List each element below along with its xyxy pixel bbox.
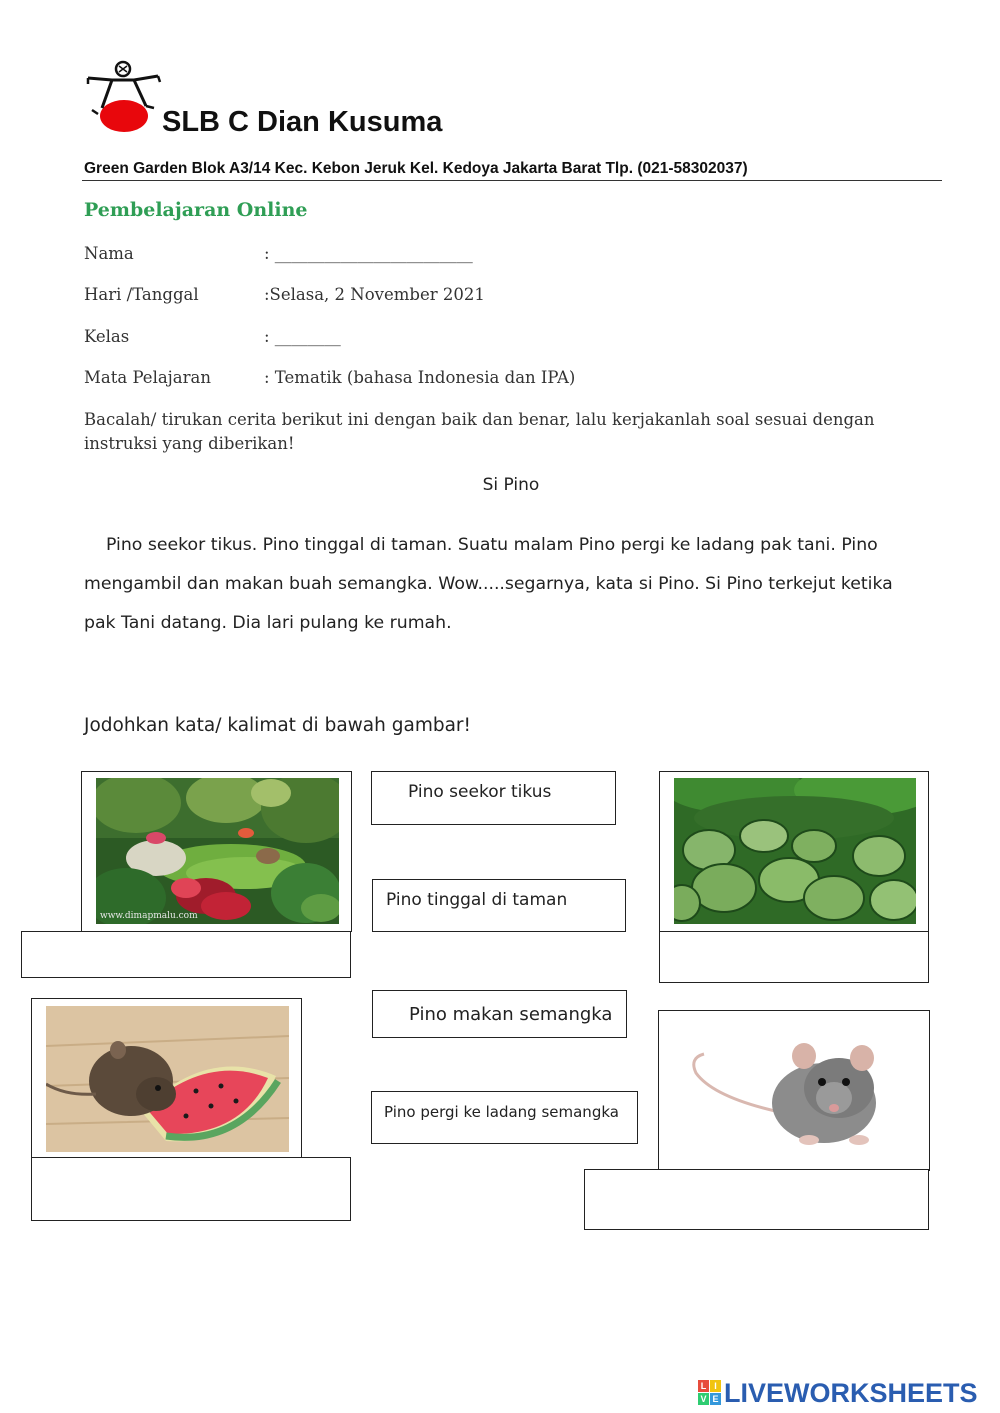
reading-instruction: Bacalah/ tirukan cerita berikut ini dengan baik dan benar, lalu kerjakanlah soal sesuai dengan instruksi yang diberikan! (84, 410, 875, 453)
answer-box-mouse[interactable] (584, 1169, 929, 1230)
section-title: Pembelajaran Online (84, 199, 308, 221)
option-pino-makan-semangka[interactable]: Pino makan semangka (372, 990, 627, 1038)
header-divider (82, 180, 942, 181)
field-label-tanggal: Hari /Tanggal (84, 285, 199, 304)
answer-box-garden[interactable] (21, 931, 351, 978)
answer-box-watermelon-field[interactable] (659, 931, 929, 983)
mouse-picture (674, 1018, 916, 1164)
watermelon-field-picture (674, 778, 916, 924)
mouse-eating-watermelon-picture (46, 1006, 289, 1152)
school-logo-icon (84, 58, 164, 138)
school-name: SLB C Dian Kusuma (162, 106, 443, 138)
liveworksheets-logo-icon (698, 1380, 722, 1406)
field-value-tanggal: :Selasa, 2 November 2021 (264, 285, 485, 304)
story-title: Si Pino (482, 475, 540, 495)
option-pino-pergi-ke-ladang[interactable]: Pino pergi ke ladang semangka (371, 1091, 638, 1144)
option-pino-tinggal-di-taman[interactable]: Pino tinggal di taman (372, 879, 626, 932)
story-text: Pino seekor tikus. Pino tinggal di taman. Suatu malam Pino pergi ke ladang pak tani. Pino mengambil dan makan buah semangka. Wow.....segarnya, kata si Pino. Si Pino terkejut ketika pak Tani datang. Dia lari pulang ke rumah. (84, 535, 893, 633)
liveworksheets-brand (698, 1376, 978, 1410)
option-pino-seekor-tikus[interactable]: Pino seekor tikus (371, 771, 616, 825)
liveworksheets-badge-letter: E (712, 1394, 719, 1404)
field-label-nama: Nama (84, 244, 134, 263)
garden-watermark: www.dimapmalu.com (100, 911, 198, 921)
school-address: Green Garden Blok A3/14 Kec. Kebon Jeruk Kel. Kedoya Jakarta Barat Tlp. (021-58302037) (84, 160, 748, 177)
field-label-pelajaran: Mata Pelajaran (84, 368, 211, 387)
answer-box-mouse-eating[interactable] (31, 1157, 351, 1221)
liveworksheets-badge-letter: I (714, 1381, 717, 1391)
field-value-pelajaran: : Tematik (bahasa Indonesia dan IPA) (264, 368, 576, 387)
field-label-kelas: Kelas (84, 327, 130, 346)
liveworksheets-text: LIVEWORKSHEETS (724, 1377, 978, 1408)
field-value-kelas[interactable]: : ________ (264, 327, 341, 346)
field-value-nama[interactable]: : ________________________ (264, 244, 473, 263)
liveworksheets-badge-letter: V (700, 1394, 707, 1404)
matching-instruction: Jodohkan kata/ kalimat di bawah gambar! (84, 715, 471, 736)
liveworksheets-badge-letter: L (700, 1381, 707, 1391)
garden-picture (96, 778, 339, 924)
